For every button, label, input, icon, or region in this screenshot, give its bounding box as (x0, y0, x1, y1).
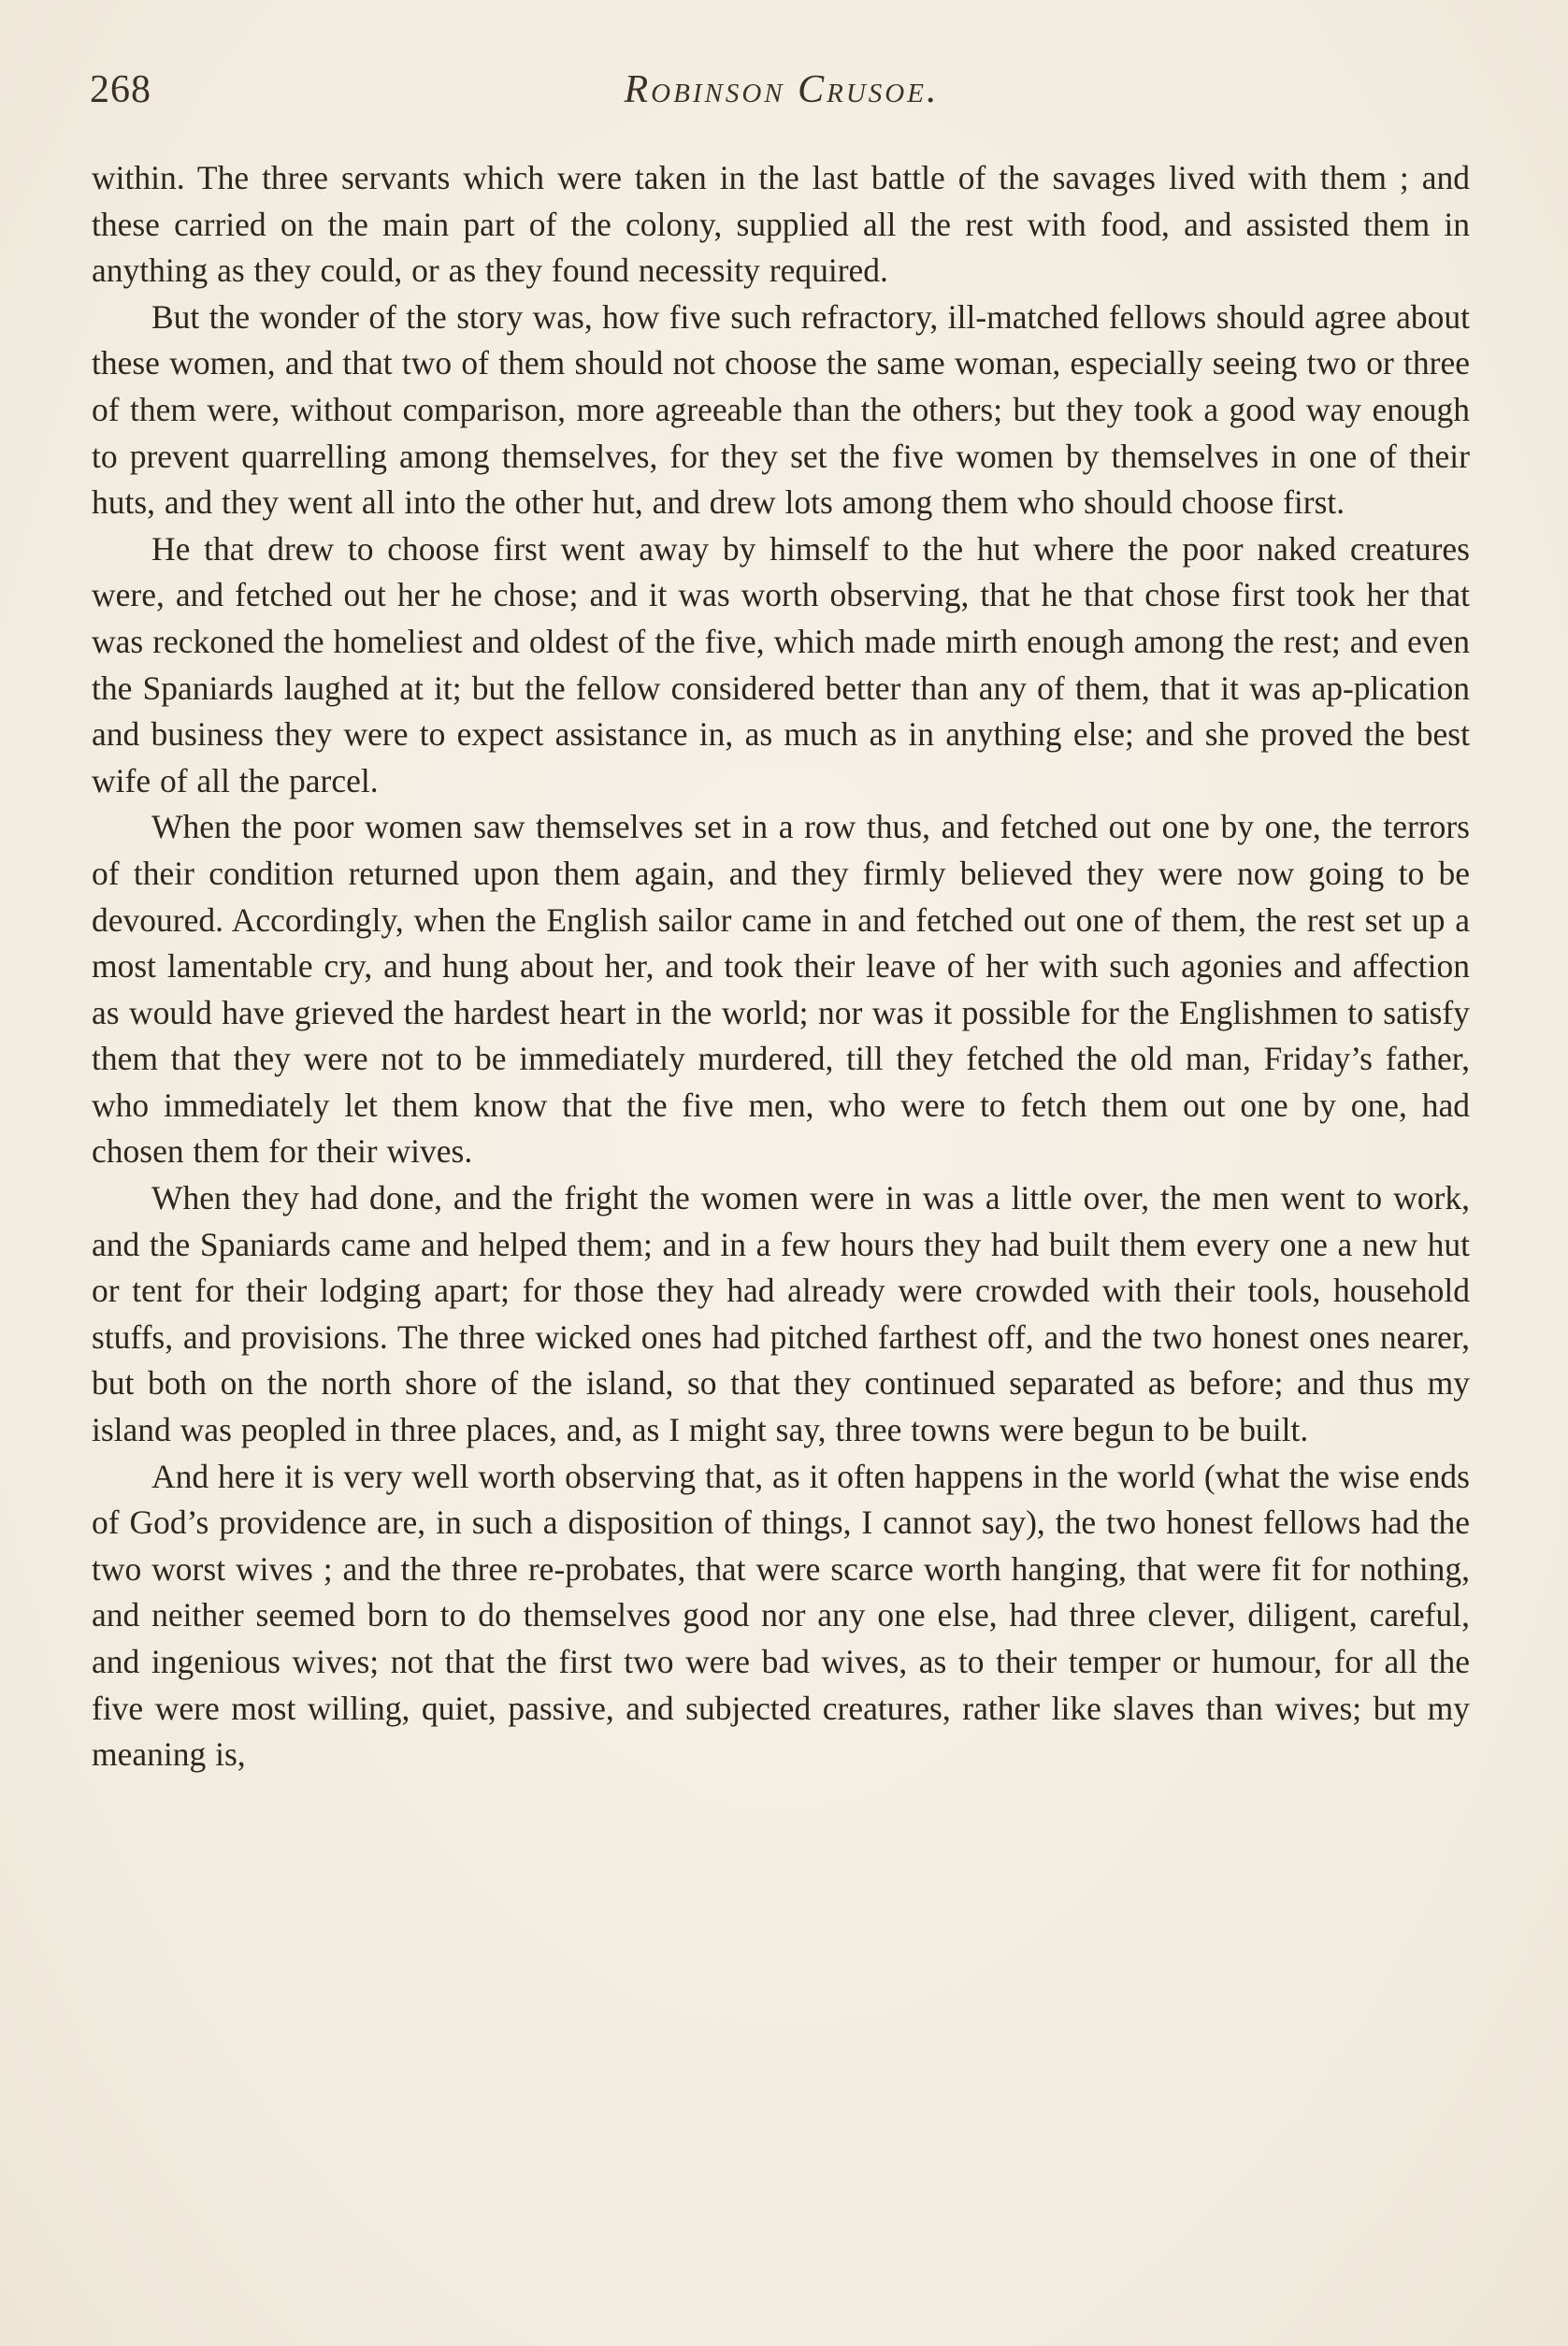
paragraph: When the poor women saw themselves set in a row thus, and fetched out one by one, the terrors of their condition returned upon them again, and they firmly believed they were now going to be devoured. Accordingly, when the English sailor came in and fetched out one of them, the rest set up a most lamentable cry, and hung about her, and took their leave of her with such agonies and affection as would have grieved the hardest heart in the world; nor was it possible for the Englishmen to satisfy them that they were not to be immediately murdered, till they fetched the old man, Friday’s father, who immediately let them know that the five men, who were to fetch them out one by one, had chosen them for their wives. (92, 808, 1470, 1171)
paragraph: within. The three servants which were taken in the last battle of the savages lived with them ; and these carried on the main part of the colony, supplied all the rest with food, and assisted them in anything as they could, or as they found necessity required. (92, 159, 1470, 290)
page-number: 268 (90, 68, 151, 111)
paragraph: And here it is very well worth observing that, as it often happens in the world (what the wise ends of God’s providence are, in such a disposition of things, I cannot say), the two honest fellows had the two worst wives ; and the three re-probates, that were scarce worth hanging, that were fit for nothing, and neither seemed born to do themselves good nor any one else, had three clever, diligent, careful, and ingenious wives; not that the first two were bad wives, as to their temper or humour, for all the five were most willing, quiet, passive, and subjected creatures, rather like slaves than wives; but my meaning is, (92, 1457, 1470, 1774)
paragraph: But the wonder of the story was, how five such refractory, ill-matched fellows should agree about these women, and that two of them should not choose the same woman, especially seeing two or three of them were, without comparison, more agreeable than the others; but they took a good way enough to prevent quarrelling among themselves, for they set the five women by themselves in one of their huts, and they went all into the other hut, and drew lots among them who should choose first. (92, 297, 1470, 522)
page-header (90, 67, 1474, 123)
running-title: Robinson Crusoe. (624, 68, 940, 111)
paragraph: He that drew to choose first went away by himself to the hut where the poor naked creatures were, and fetched out her he chose; and it was worth observing, that he that chose first took her that was reckoned the homeliest and oldest of the five, which made mirth enough among the rest; and even the Spaniards laughed at it; but the fellow considered better than any of them, that it was ap-plication and business they were to expect assistance in, as much as in anything else; and she proved the best wife of all the parcel. (92, 529, 1470, 799)
paragraph: When they had done, and the fright the women were in was a little over, the men went to work, and the Spaniards came and helped them; and in a few hours they had built them every one a new hut or tent for their lodging apart; for those they had already were crowded with their tools, household stuffs, and provisions. The three wicked ones had pitched farthest off, and the two honest ones nearer, but both on the north shore of the island, so that they continued separated as before; and thus my island was peopled in three places, and, as I might say, three towns were begun to be built. (92, 1179, 1470, 1449)
body-text (92, 155, 1470, 1778)
